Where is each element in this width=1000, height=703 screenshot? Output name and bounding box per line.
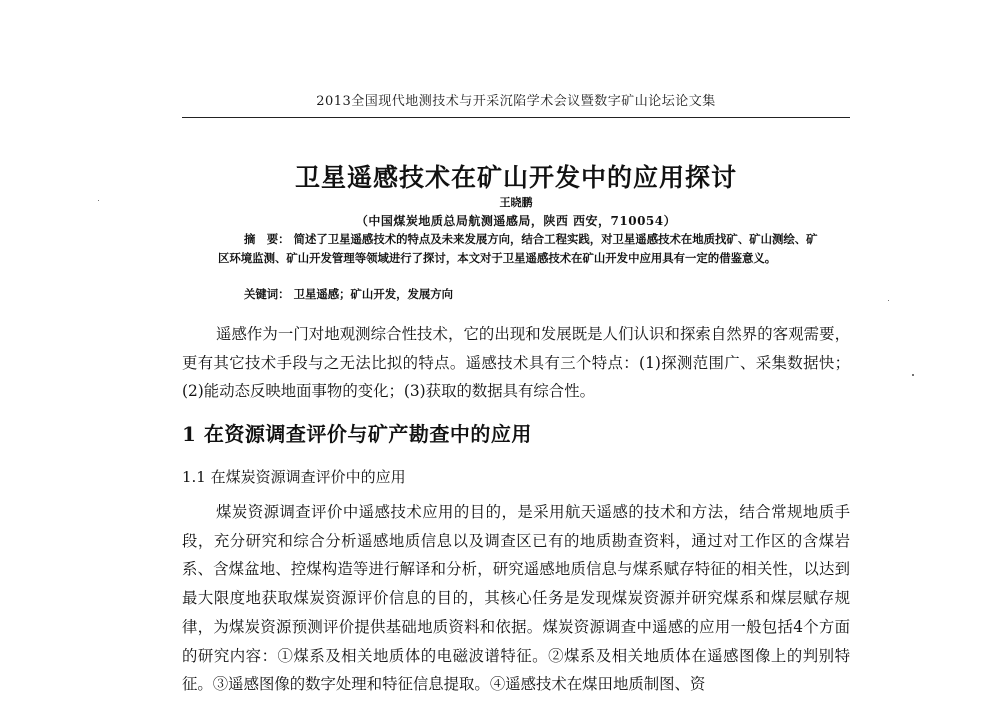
section-heading: 1 在资源调查评价与矿产勘查中的应用	[182, 422, 532, 446]
scan-speck	[98, 200, 99, 201]
intro-paragraph: 遥感作为一门对地观测综合性技术，它的出现和发展既是人们认识和探索自然界的客观需要，更有其它技术手段与之无法比拟的特点。遥感技术具有三个特点：(1)探测范围广、采集数据快；(2)能动态反映地面事物的变化；(3)获取的数据具有综合性。	[182, 325, 850, 400]
running-header: 2013全国现代地测技术与开采沉陷学术会议暨数字矿山论坛论文集	[316, 94, 716, 109]
header-rule	[182, 117, 850, 118]
scan-speck	[888, 300, 889, 301]
author-name: 王晓鹏	[499, 196, 533, 209]
author-affiliation: （中国煤炭地质总局航测遥感局，陕西 西安，710054）	[355, 214, 677, 228]
paper-title: 卫星遥感技术在矿山开发中的应用探讨	[294, 163, 737, 192]
scan-speck	[912, 374, 914, 376]
abstract	[218, 230, 828, 268]
abstract-text: 简述了卫星遥感技术的特点及未来发展方向，结合工程实践，对卫星遥感技术在地质找矿、矿山测绘、矿区环境监测、矿山开发管理等领域进行了探讨，本文对于卫星遥感技术在矿山开发中应用具有一定的借鉴意义。	[218, 232, 818, 265]
keywords-text: 卫星遥感；矿山开发，发展方向	[293, 287, 454, 301]
abstract-label: 摘 要：	[244, 232, 290, 246]
keywords	[244, 286, 824, 302]
body-paragraph: 煤炭资源调查评价中遥感技术应用的目的，是采用航天遥感的技术和方法，结合常规地质手段，充分研究和综合分析遥感地质信息以及调查区已有的地质勘查资料，通过对工作区的含煤岩系、含煤盆地、控煤构造等进行解译和分析，研究遥感地质信息与煤系赋存特征的相关性，以达到最大限度地获取煤炭资源评价信息的目的，其核心任务是发现煤炭资源并研究煤系和煤层赋存规律，为煤炭资源预测评价提供基础地质资料和依据。煤炭资源调查中遥感的应用一般包括4个方面的研究内容：①煤系及相关地质体的电磁波谱特征。②煤系及相关地质体在遥感图像上的判别特征。③遥感图像的数字处理和特征信息提取。④遥感技术在煤田地质制图、资	[182, 503, 850, 694]
subsection-heading: 1.1 在煤炭资源调查评价中的应用	[182, 468, 406, 486]
keywords-label: 关键词：	[244, 287, 290, 301]
